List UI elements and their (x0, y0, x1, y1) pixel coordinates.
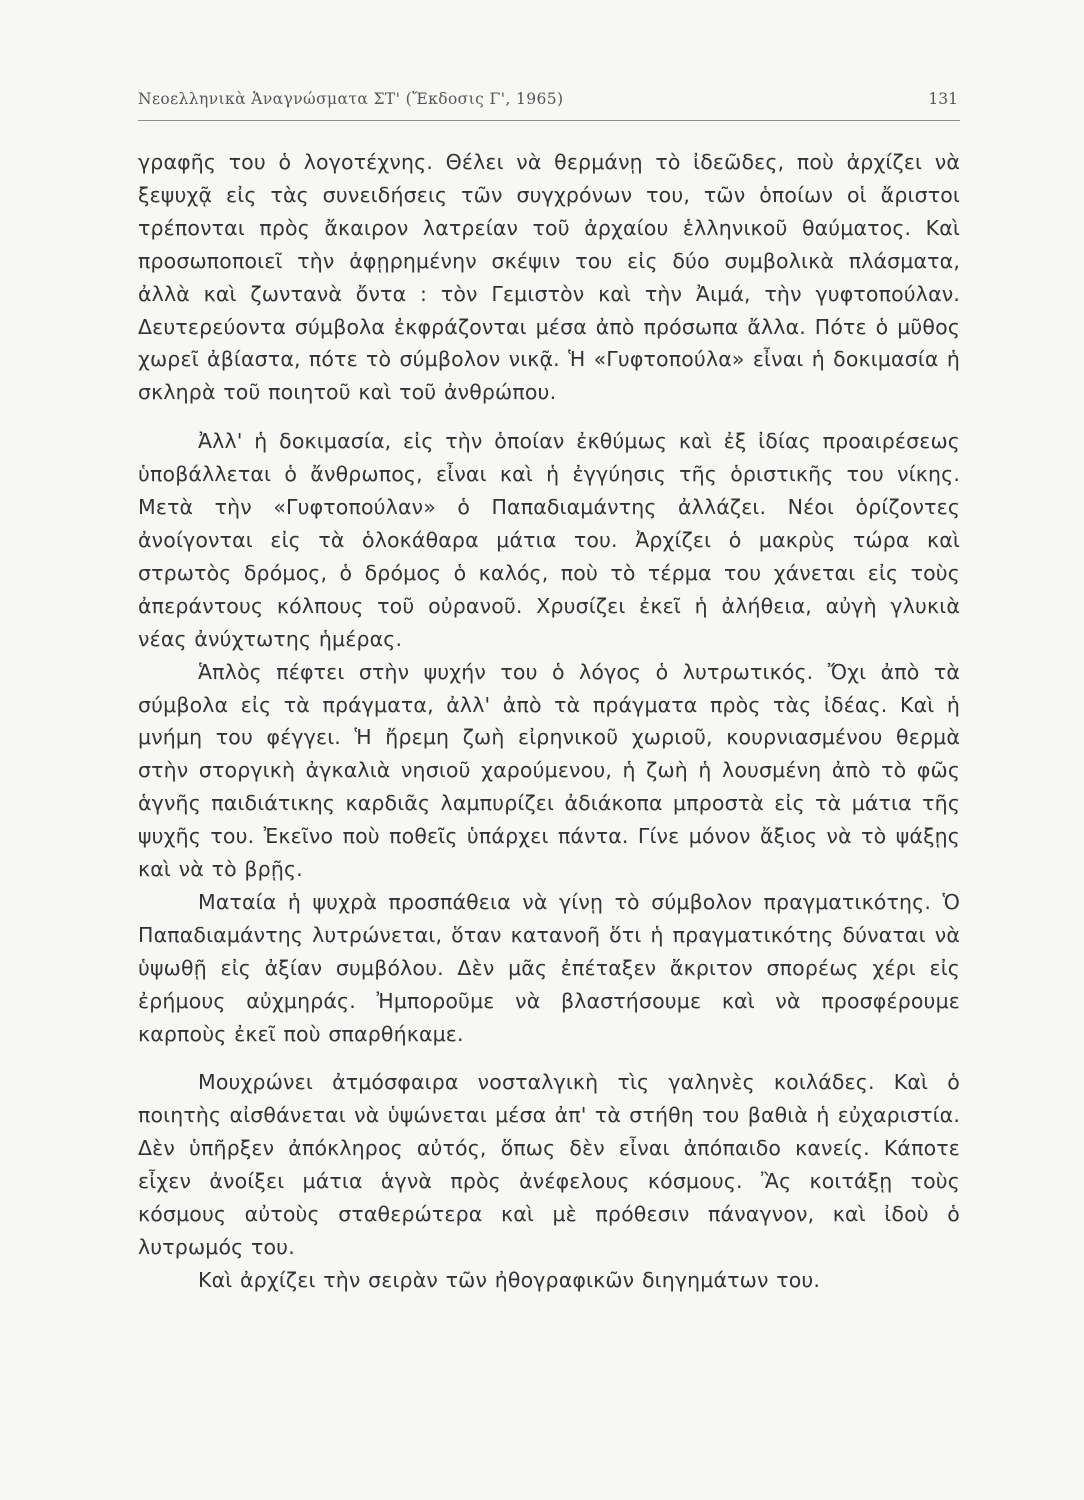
page-number: 131 (928, 90, 958, 108)
paragraph-2: Ἀλλ' ἡ δοκιμασία, εἰς τὴν ὁποίαν ἐκθύμως καὶ ἐξ ἰδίας προαιρέσεως ὑποβάλλεται ὁ ἄνθρωπος, εἶναι καὶ ἡ ἐγγύησις τῆς ὁριστικῆς του νίκης. Μετὰ τὴν «Γυφτοπούλαν» ὁ Παπαδιαμάντης ἀλλάζει. Νέοι ὁρίζοντες ἀνοίγονται εἰς τὰ ὁλοκάθαρα μάτια του. Ἀρχίζει ὁ μακρὺς τώρα καὶ στρωτὸς δρόμος, ὁ δρόμος ὁ καλός, ποὺ τὸ τέρμα του χάνεται εἰς τοὺς ἀπεράντους κόλπους τοῦ οὐρανοῦ. Χρυσίζει ἐκεῖ ἡ ἀλήθεια, αὐγὴ γλυκιὰ νέας ἀνύχτωτης ἡμέρας. (138, 429, 960, 651)
paragraph-6: Καὶ ἀρχίζει τὴν σειρὰν τῶν ἠθογραφικῶν διηγημάτων του. (198, 1267, 821, 1292)
body-text (138, 146, 960, 1297)
paragraph-5: Μουχρώνει ἀτμόσφαιρα νοσταλγικὴ τὶς γαληνὲς κοιλάδες. Καὶ ὁ ποιητὴς αἰσθάνεται νὰ ὑψώνεται μέσα ἀπ' τὰ στήθη του βαθιὰ ἡ εὐχαριστία. Δὲν ὑπῆρξεν ἀπόκληρος αὐτός, ὅπως δὲν εἶναι ἀπόπαιδο κανείς. Κάποτε εἶχεν ἀνοίξει μάτια ἁγνὰ πρὸς ἀνέφελους κόσμους. Ἂς κοιτάξῃ τοὺς κόσμους αὐτοὺς σταθερώτερα καὶ μὲ πρόθεσιν πάναγνον, καὶ ἰδοὺ ὁ λυτρωμός του. (138, 1070, 960, 1259)
running-header (138, 84, 960, 121)
paragraph-4: Ματαία ἡ ψυχρὰ προσπάθεια νὰ γίνῃ τὸ σύμβολον πραγματικότης. Ὁ Παπαδιαμάντης λυτρώνεται, ὅταν κατανοῆ ὅτι ἡ πραγματικότης δύναται νὰ ὑψωθῇ εἰς ἀξίαν συμβόλου. Δὲν μᾶς ἐπέταξεν ἄκριτον σπορέως χέρι εἰς ἐρήμους αὐχμηράς. Ἠμποροῦμε νὰ βλαστήσουμε καὶ νὰ προσφέρουμε καρποὺς ἐκεῖ ποὺ σπαρθήκαμε. (138, 889, 960, 1046)
header-title: Νεοελληνικὰ Ἀναγνώσματα ΣΤ' (Ἔκδοσις Γ', 1965) (138, 90, 564, 108)
paragraph-1: γραφῆς του ὁ λογοτέχνης. Θέλει νὰ θερμάνῃ τὸ ἰδεῶδες, ποὺ ἀρχίζει νὰ ξεψυχᾷ εἰς τὰς συνειδήσεις τῶν συγχρόνων του, τῶν ὁποίων οἱ ἄριστοι τρέπονται πρὸς ἄκαιρον λατρείαν τοῦ ἀρχαίου ἑλληνικοῦ θαύματος. Καὶ προσωποποιεῖ τὴν ἀφῃρημένην σκέψιν του εἰς δύο συμβολικὰ πλάσματα, ἀλλὰ καὶ ζωντανὰ ὄντα : τὸν Γεμιστὸν καὶ τὴν Ἀιμά, τὴν γυφτοπούλαν. Δευτερεύοντα σύμβολα ἐκφράζονται μέσα ἀπὸ πρόσωπα ἄλλα. Πότε ὁ μῦθος χωρεῖ ἀβίαστα, πότε τὸ σύμβολον νικᾷ. Ἡ «Γυφτοπούλα» εἶναι ἡ δοκιμασία ἡ σκληρὰ τοῦ ποιητοῦ καὶ τοῦ ἀνθρώπου. (138, 150, 960, 405)
paragraph-3: Ἁπλὸς πέφτει στὴν ψυχήν του ὁ λόγος ὁ λυτρωτικός. Ὄχι ἀπὸ τὰ σύμβολα εἰς τὰ πράγματα, ἀλλ' ἀπὸ τὰ πράγματα πρὸς τὰς ἰδέας. Καὶ ἡ μνήμη του φέγγει. Ἡ ἤρεμη ζωὴ εἰρηνικοῦ χωριοῦ, κουρνιασμένου θερμὰ στὴν στοργικὴ ἀγκαλιὰ νησιοῦ χαρούμενου, ἡ ζωὴ ἡ λουσμένη ἀπὸ τὸ φῶς ἁγνῆς παιδιάτικης καρδιᾶς λαμπυρίζει ἀδιάκοπα μπροστὰ εἰς τὰ μάτια τῆς ψυχῆς του. Ἐκεῖνο ποὺ ποθεῖς ὑπάρχει πάντα. Γίνε μόνον ἄξιος νὰ τὸ ψάξῃς καὶ νὰ τὸ βρῇς. (138, 659, 960, 882)
